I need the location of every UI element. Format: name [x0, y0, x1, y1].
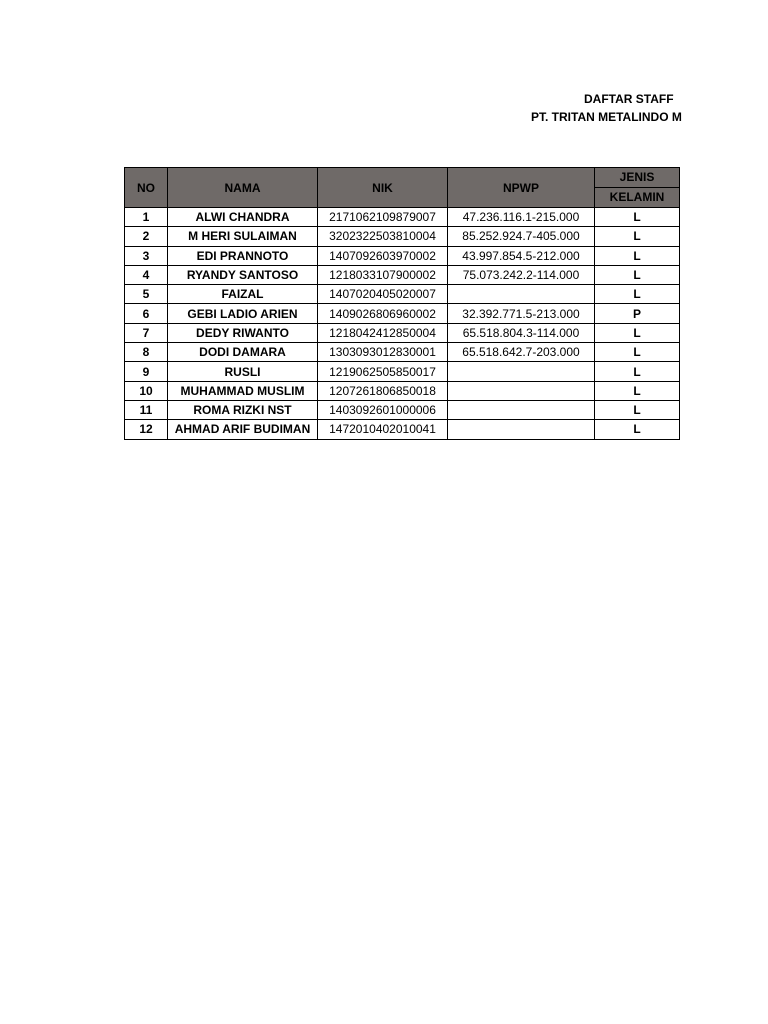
- cell-jenis-kelamin: L: [595, 343, 680, 362]
- cell-npwp: [448, 381, 595, 400]
- cell-no: 3: [125, 246, 168, 265]
- cell-jenis-kelamin: L: [595, 285, 680, 304]
- cell-nama: M HERI SULAIMAN: [168, 227, 318, 246]
- cell-nama: FAIZAL: [168, 285, 318, 304]
- table-row: [125, 265, 680, 284]
- cell-nik: 1303093012830001: [318, 343, 448, 362]
- cell-nama: ALWI CHANDRA: [168, 208, 318, 227]
- cell-npwp: 85.252.924.7-405.000: [448, 227, 595, 246]
- cell-jenis-kelamin: L: [595, 208, 680, 227]
- cell-nik: 1218033107900002: [318, 265, 448, 284]
- cell-no: 5: [125, 285, 168, 304]
- table-row: [125, 208, 680, 227]
- table-row: [125, 246, 680, 265]
- cell-jenis-kelamin: P: [595, 304, 680, 323]
- cell-nama: GEBI LADIO ARIEN: [168, 304, 318, 323]
- cell-npwp: 43.997.854.5-212.000: [448, 246, 595, 265]
- table-row: [125, 362, 680, 381]
- column-header-jenis: JENIS: [595, 168, 680, 188]
- cell-nik: 3202322503810004: [318, 227, 448, 246]
- cell-no: 11: [125, 400, 168, 419]
- cell-nik: 1472010402010041: [318, 420, 448, 439]
- column-header-kelamin: KELAMIN: [595, 188, 680, 208]
- cell-no: 12: [125, 420, 168, 439]
- cell-no: 10: [125, 381, 168, 400]
- cell-jenis-kelamin: L: [595, 420, 680, 439]
- cell-no: 1: [125, 208, 168, 227]
- cell-nik: 1218042412850004: [318, 323, 448, 342]
- table-row: [125, 323, 680, 342]
- cell-nik: 1219062505850017: [318, 362, 448, 381]
- cell-jenis-kelamin: L: [595, 265, 680, 284]
- cell-nama: DODI DAMARA: [168, 343, 318, 362]
- cell-no: 8: [125, 343, 168, 362]
- table-row: [125, 343, 680, 362]
- cell-npwp: 32.392.771.5-213.000: [448, 304, 595, 323]
- column-header-nama: NAMA: [168, 168, 318, 208]
- cell-nik: 1409026806960002: [318, 304, 448, 323]
- column-header-no: NO: [125, 168, 168, 208]
- cell-no: 7: [125, 323, 168, 342]
- cell-jenis-kelamin: L: [595, 227, 680, 246]
- table-row: [125, 285, 680, 304]
- cell-nama: AHMAD ARIF BUDIMAN: [168, 420, 318, 439]
- cell-npwp: [448, 400, 595, 419]
- cell-nik: 2171062109879007: [318, 208, 448, 227]
- cell-no: 4: [125, 265, 168, 284]
- table-row: [125, 304, 680, 323]
- cell-jenis-kelamin: L: [595, 323, 680, 342]
- cell-nama: EDI PRANNOTO: [168, 246, 318, 265]
- cell-nik: 1407092603970002: [318, 246, 448, 265]
- cell-nama: RYANDY SANTOSO: [168, 265, 318, 284]
- column-header-nik: NIK: [318, 168, 448, 208]
- staff-table-body: [125, 208, 680, 440]
- cell-npwp: [448, 420, 595, 439]
- table-row: [125, 381, 680, 400]
- cell-npwp: 75.073.242.2-114.000: [448, 265, 595, 284]
- cell-no: 9: [125, 362, 168, 381]
- cell-npwp: [448, 285, 595, 304]
- cell-nama: DEDY RIWANTO: [168, 323, 318, 342]
- cell-jenis-kelamin: L: [595, 400, 680, 419]
- cell-npwp: 65.518.642.7-203.000: [448, 343, 595, 362]
- staff-table: [124, 167, 680, 440]
- cell-npwp: 65.518.804.3-114.000: [448, 323, 595, 342]
- table-row: [125, 400, 680, 419]
- column-header-npwp: NPWP: [448, 168, 595, 208]
- cell-npwp: 47.236.116.1-215.000: [448, 208, 595, 227]
- cell-nama: ROMA RIZKI NST: [168, 400, 318, 419]
- company-name: PT. TRITAN METALINDO M: [531, 110, 682, 124]
- cell-jenis-kelamin: L: [595, 246, 680, 265]
- table-row: [125, 420, 680, 439]
- cell-nik: 1407020405020007: [318, 285, 448, 304]
- cell-jenis-kelamin: L: [595, 381, 680, 400]
- cell-npwp: [448, 362, 595, 381]
- cell-nik: 1207261806850018: [318, 381, 448, 400]
- cell-nama: MUHAMMAD MUSLIM: [168, 381, 318, 400]
- cell-no: 6: [125, 304, 168, 323]
- cell-jenis-kelamin: L: [595, 362, 680, 381]
- cell-nik: 1403092601000006: [318, 400, 448, 419]
- document-title: DAFTAR STAFF: [584, 92, 674, 106]
- table-row: [125, 227, 680, 246]
- cell-no: 2: [125, 227, 168, 246]
- cell-nama: RUSLI: [168, 362, 318, 381]
